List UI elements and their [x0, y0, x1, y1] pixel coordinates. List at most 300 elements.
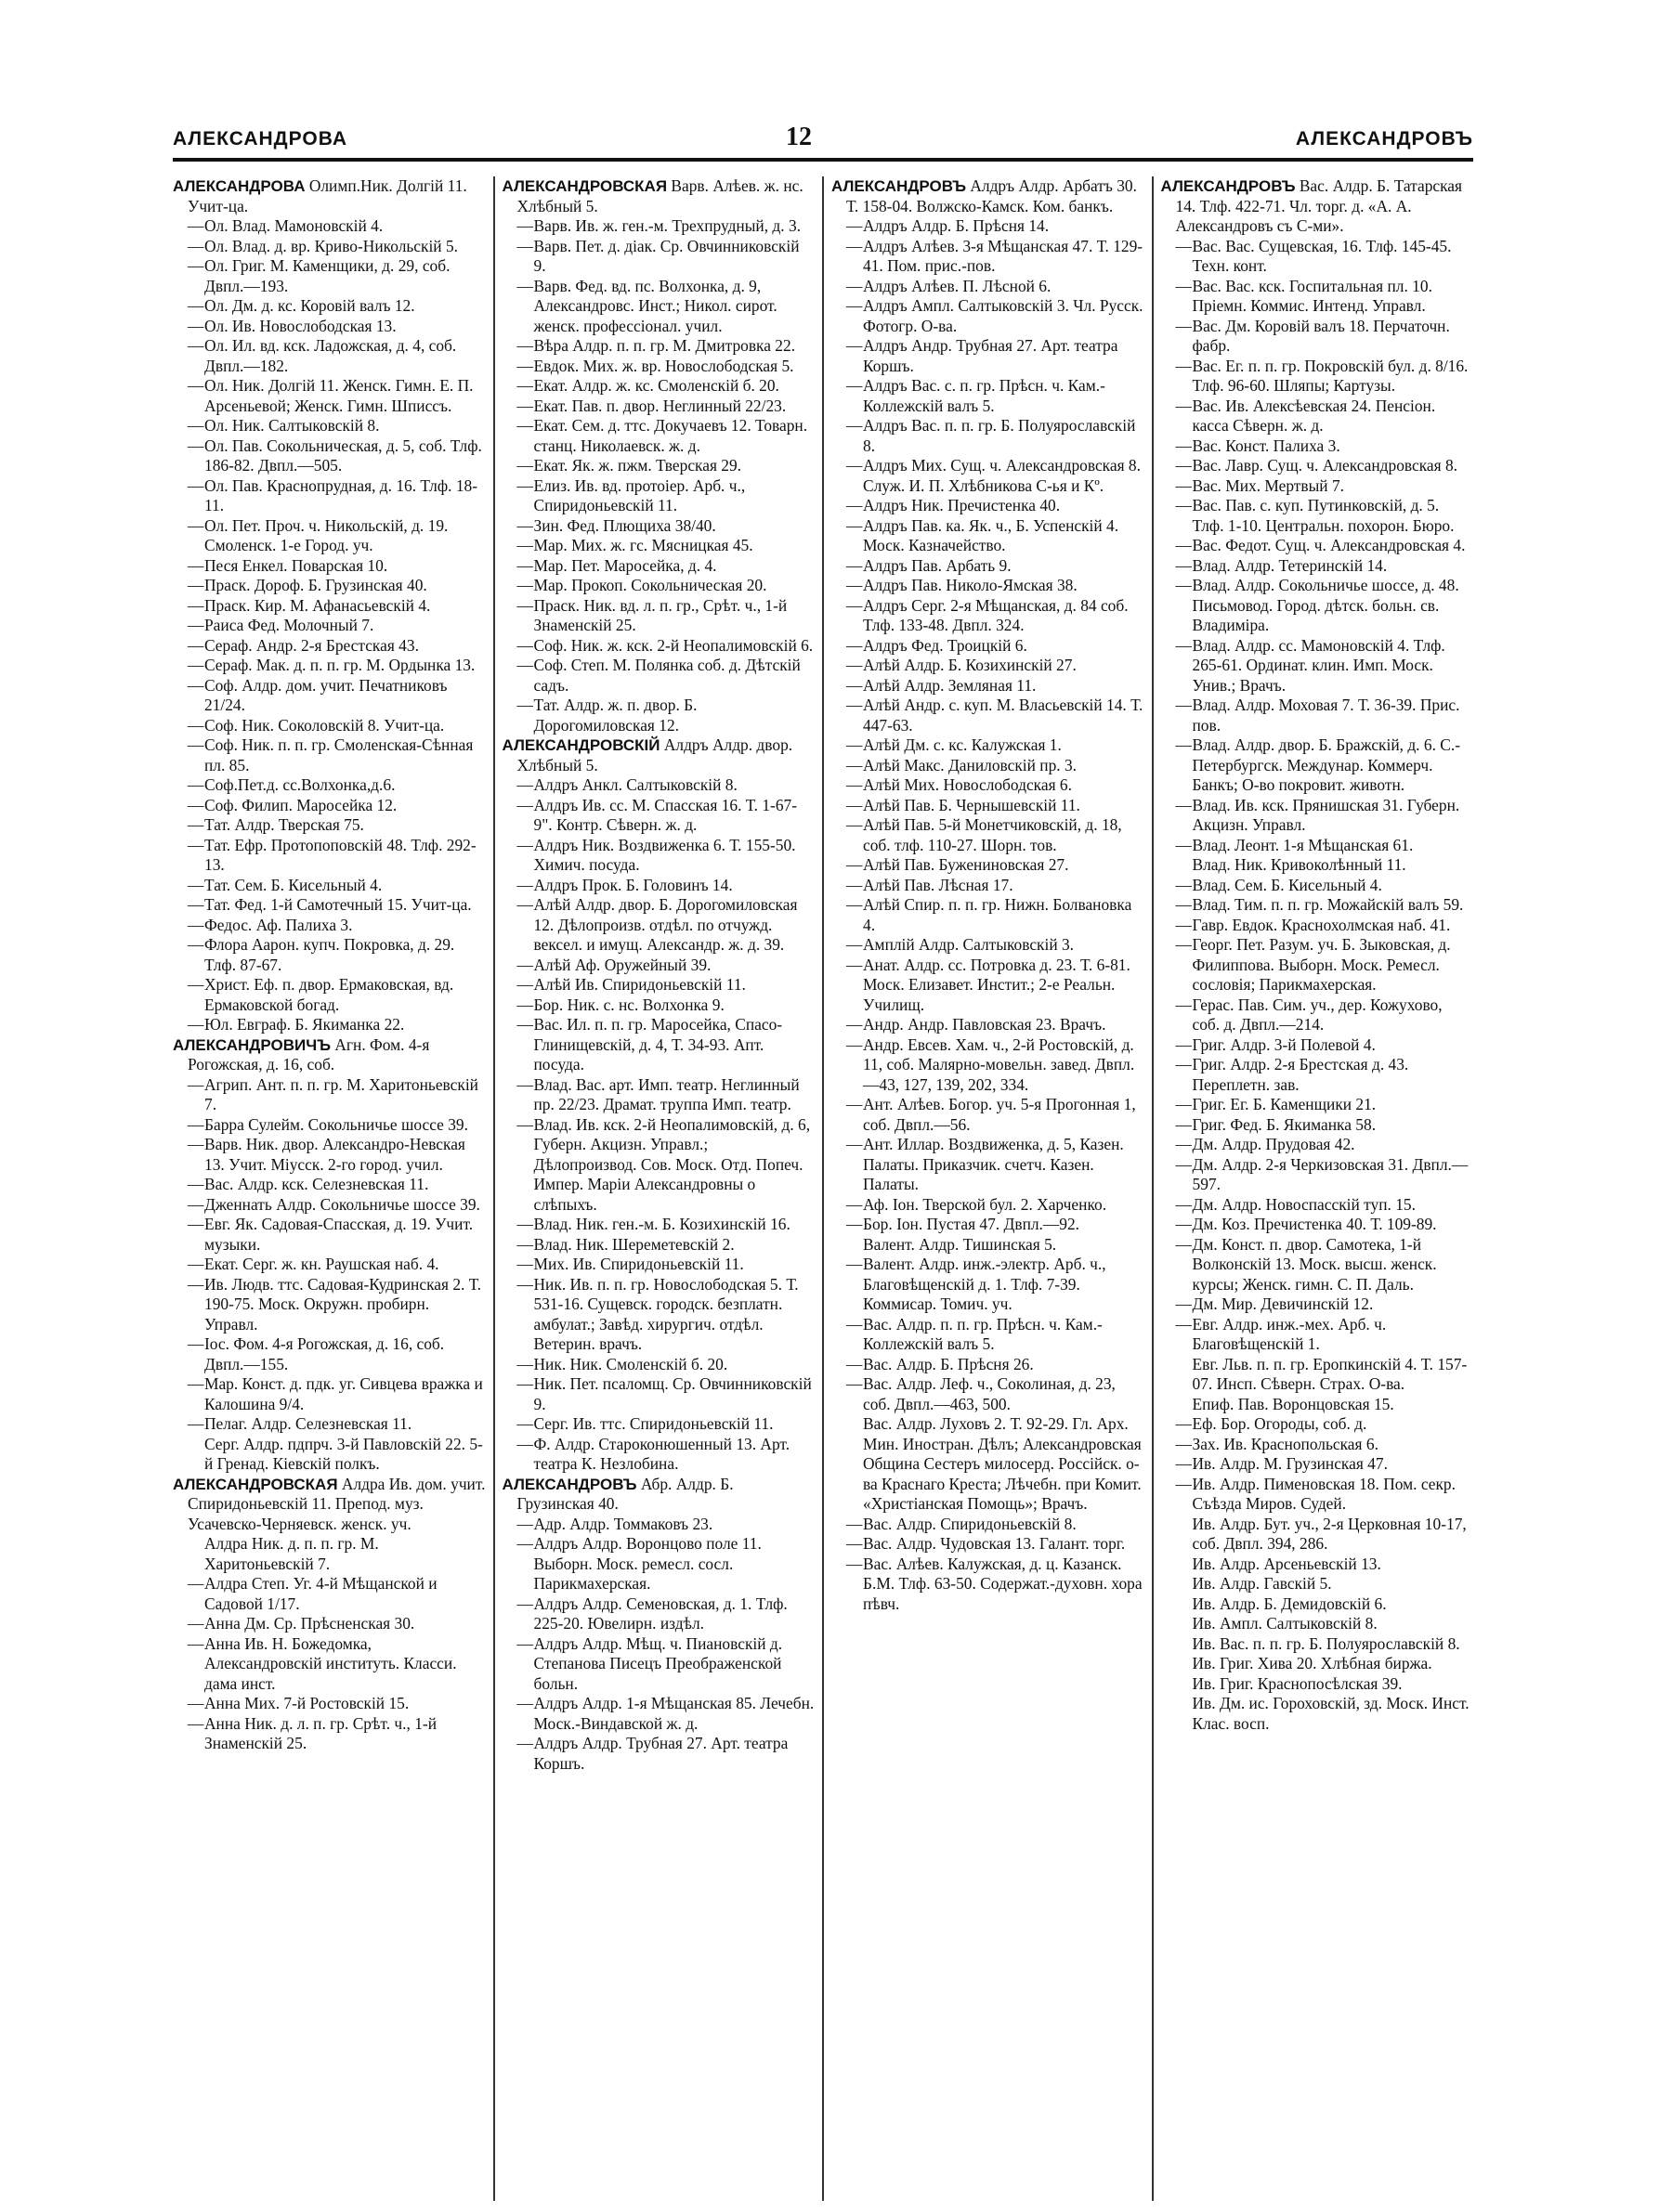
- ditto-dash: —: [188, 915, 204, 934]
- sub-entry: [503, 796, 816, 836]
- entry-text: Праск. Ник. вд. л. п. гр., Срѣт. ч., 1-й Знаменскій 25.: [533, 595, 788, 634]
- sub-entry: [503, 995, 816, 1016]
- entry-text: Ант. Иллар. Воздвиженка, д. 5, Казен. Палаты. Приказчик. счетч. Казен. Палаты.: [863, 1135, 1124, 1193]
- ditto-dash: —: [516, 955, 533, 974]
- entry-text: Мар. Конст. д. пдк. уг. Сивцева вражка и Калошина 9/4.: [204, 1374, 483, 1413]
- ditto-dash: —: [188, 935, 204, 954]
- sub-entry: [173, 916, 486, 936]
- sub-entry: [831, 556, 1144, 577]
- entry-text: Алѣй Аф. Оружейный 39.: [533, 955, 712, 974]
- sub-entry: [503, 1634, 816, 1695]
- entry-text: Ол. Ил. вд. кск. Ладожская, д. 4, соб. Двпл.—182.: [204, 336, 457, 375]
- entry-text: Алѣй Дм. с. кс. Калужская 1.: [863, 735, 1062, 754]
- entry-text: Варв. Ив. ж. ген.-м. Трехпрудный, д. 3.: [533, 216, 802, 235]
- entry-text: Епиф. Пав. Воронцовская 15.: [1192, 1394, 1394, 1413]
- ditto-dash: —: [846, 555, 863, 575]
- ditto-dash: —: [1175, 1095, 1192, 1113]
- entry-text: Анна Мих. 7-й Ростовскій 15.: [204, 1694, 410, 1712]
- entry-text: Дм. Алдр. 2-я Черкизовская 31. Двпл.—597.: [1192, 1154, 1469, 1193]
- entry-text: Анна Ник. д. л. п. гр. Срѣт. ч., 1-й Знаменскій 25.: [204, 1713, 437, 1752]
- entry-text: Алдра Степ. Уг. 4-й Мѣщанской и Садовой 1/17.: [204, 1574, 438, 1613]
- sub-entry: [503, 596, 816, 636]
- surname-heading: АЛЕКСАНДРОВИЧЪ: [173, 1035, 331, 1054]
- entry-text: Флора Аарон. купч. Покровка, д. 29. Тлф. 87-67.: [204, 935, 455, 974]
- entry-text: Влад. Ив. кск. 2-й Неопалимовскій, д. 6, Губерн. Акцизн. Управл.; Дѣлопроизвод. Сов. Моск. Отд. Попеч. Импер. Маріи Александровны о слѣпыхъ.: [533, 1114, 811, 1214]
- sub-entry: [1161, 456, 1474, 476]
- sub-entry: [1161, 836, 1474, 856]
- ditto-dash: —: [516, 1234, 533, 1254]
- entry-text: Ол. Пет. Проч. ч. Никольскій, д. 19. Смоленск. 1-е Город. уч.: [204, 515, 449, 554]
- ditto-dash: —: [1175, 875, 1192, 894]
- sub-entry: [831, 815, 1144, 855]
- sub-entry: [173, 1215, 486, 1255]
- surname-entry: [173, 1035, 486, 1075]
- ditto-dash: —: [516, 1414, 533, 1433]
- ditto-dash: —: [1175, 1194, 1192, 1214]
- ditto-dash: —: [1175, 835, 1192, 854]
- entry-text: Вас. Алдр. Б. Прѣсня 26.: [863, 1354, 1034, 1373]
- entry-text: Алдра Ник. д. п. п. гр. М. Харитоньевскій 7.: [204, 1534, 379, 1573]
- ditto-dash: —: [188, 216, 204, 235]
- entry-text: Вас. Федот. Сущ. ч. Александровская 4.: [1192, 536, 1466, 554]
- ditto-dash: —: [188, 895, 204, 914]
- ditto-dash: —: [188, 715, 204, 735]
- sub-entry: [831, 656, 1144, 676]
- sub-entry: [173, 716, 486, 736]
- sub-entry: [173, 895, 486, 916]
- ditto-dash: —: [516, 775, 533, 794]
- sub-entry: [1161, 397, 1474, 436]
- entry-text: Алѣй Алдр. Б. Козихинскій 27.: [863, 656, 1077, 674]
- sub-entry: [173, 237, 486, 257]
- entry-text: Алѣй Андр. с. куп. М. Власьевскій 14. Т. 447-63.: [863, 696, 1143, 735]
- entry-text: Алдръ Алдр. Арбатъ 30. Т. 158-04. Волжско-Камск. Ком. банкъ.: [846, 176, 1137, 215]
- sub-entry: [173, 656, 486, 676]
- entry-text: Алѣй Ив. Спиридоньевскій 11.: [533, 975, 746, 994]
- sub-entry: [831, 1195, 1144, 1216]
- entry-text: Праск. Дороф. Б. Грузинская 40.: [204, 576, 427, 594]
- entry-text: Елиз. Ив. вд. протоіер. Арб. ч., Спиридоньевскій 11.: [533, 475, 746, 514]
- continuation-entry: [173, 1435, 486, 1475]
- entry-text: Ив. Алдр. Б. Демидовскій 6.: [1192, 1594, 1387, 1613]
- ditto-dash: —: [188, 1274, 204, 1294]
- entry-text: Влад. Алдр. Моховая 7. Т. 36-39. Прис. пов.: [1192, 696, 1460, 735]
- entry-text: Андр. Евсев. Хам. ч., 2-й Ростовскій, д. 11, соб. Малярно-мовельн. завед. Двпл.—43, 127, 139, 202, 334.: [863, 1034, 1135, 1094]
- sub-entry: [503, 1594, 816, 1634]
- ditto-dash: —: [1175, 276, 1192, 295]
- entry-text: Алдръ Ампл. Салтыковскій 3. Чл. Русск. Фотогр. О-ва.: [863, 296, 1143, 335]
- sub-entry: [173, 1115, 486, 1136]
- sub-entry: [503, 1215, 816, 1235]
- ditto-dash: —: [188, 1614, 204, 1633]
- sub-entry: [503, 277, 816, 337]
- ditto-dash: —: [1175, 475, 1192, 495]
- entry-text: Соф. Степ. М. Полянка соб. д. Дѣтскій садъ.: [533, 656, 801, 695]
- sub-entry: [503, 1355, 816, 1375]
- sub-entry: [503, 1694, 816, 1734]
- entry-text: Вас. Вас. Сущевская, 16. Тлф. 145-45. Техн. конт.: [1192, 236, 1452, 275]
- sub-entry: [173, 1015, 486, 1035]
- entry-text: Екат. Як. ж. пжм. Тверская 29.: [533, 456, 742, 475]
- ditto-dash: —: [516, 276, 533, 295]
- entry-text: Алдръ Фед. Троицкій 6.: [863, 635, 1027, 655]
- entry-text: Алѣй Спир. п. п. гр. Нижн. Болвановка 4.: [863, 895, 1132, 934]
- entry-text: Евдок. Мих. ж. вр. Новослободская 5.: [533, 356, 794, 375]
- ditto-dash: —: [188, 975, 204, 994]
- sub-entry: [831, 216, 1144, 237]
- entry-text: Соф. Алдр. дом. учит. Печатниковъ 21/24.: [204, 675, 448, 714]
- sub-entry: [173, 1374, 486, 1414]
- sub-entry: [503, 775, 816, 796]
- ditto-dash: —: [188, 875, 204, 894]
- sub-entry: [1161, 696, 1474, 735]
- page-number: 12: [786, 123, 812, 151]
- ditto-dash: —: [188, 795, 204, 814]
- entry-text: Тат. Сем. Б. Кисельный 4.: [204, 875, 383, 894]
- ditto-dash: —: [188, 635, 204, 655]
- ditto-dash: —: [516, 1274, 533, 1294]
- ditto-dash: —: [846, 1034, 863, 1054]
- surname-entry: [503, 1475, 816, 1515]
- entry-text: Алдръ Алѣев. П. Лѣсной 6.: [863, 276, 1052, 295]
- continuation-entry: [1161, 1594, 1474, 1615]
- entry-text: Вас. Лавр. Сущ. ч. Александровская 8.: [1192, 456, 1458, 475]
- entry-text: Алдръ Ник. Воздвиженка 6. Т. 155-50. Химич. посуда.: [533, 835, 796, 874]
- ditto-dash: —: [1175, 436, 1192, 455]
- entry-text: Ив. Вас. п. п. гр. Б. Полуярославскій 8.: [1192, 1633, 1460, 1653]
- ditto-dash: —: [188, 835, 204, 854]
- ditto-dash: —: [1175, 915, 1192, 934]
- entry-text: Алдръ Прок. Б. Головинъ 14.: [533, 875, 733, 894]
- ditto-dash: —: [516, 456, 533, 475]
- entry-text: Еф. Бор. Огороды, соб. д.: [1192, 1414, 1367, 1433]
- entry-text: Ол. Ник. Салтыковскій 8.: [204, 416, 380, 435]
- sub-entry: [831, 456, 1144, 496]
- entry-text: Евг. Алдр. инж.-мех. Арб. ч. Благовѣщенскій 1.: [1192, 1314, 1387, 1353]
- continuation-entry: [831, 1235, 1144, 1256]
- sub-entry: [503, 956, 816, 976]
- ditto-dash: —: [1175, 1234, 1192, 1254]
- sub-entry: [831, 876, 1144, 896]
- entry-text: Ив. Григ. Хива 20. Хлѣбная биржа.: [1192, 1654, 1432, 1672]
- entry-text: Алдръ Ив. сс. М. Спасская 16. Т. 1-67-9". Контр. Сѣверн. ж. д.: [533, 795, 798, 834]
- entry-text: Юл. Евграф. Б. Якиманка 22.: [204, 1015, 405, 1034]
- sub-entry: [503, 1435, 816, 1475]
- sub-entry: [503, 1374, 816, 1414]
- ditto-dash: —: [516, 1633, 533, 1653]
- sub-entry: [831, 277, 1144, 297]
- sub-entry: [1161, 1115, 1474, 1136]
- entry-text: Вас. Ил. п. п. гр. Маросейка, Спасо-Глинищевскій, д. 4, Т. 34-93. Апт. посуда.: [533, 1015, 783, 1073]
- continuation-entry: [1161, 1515, 1474, 1555]
- ditto-dash: —: [188, 1015, 204, 1034]
- ditto-dash: —: [1175, 1215, 1192, 1233]
- sub-entry: [173, 416, 486, 436]
- sub-entry: [503, 876, 816, 896]
- entry-text: Вас. Алѣев. Калужская, д. ц. Казанск. Б.М. Тлф. 63-50. Содержат.-духовн. хора пѣвч.: [863, 1554, 1143, 1613]
- ditto-dash: —: [1175, 456, 1192, 475]
- entry-text: Валент. Алдр. инж.-электр. Арб. ч., Благовѣщенскій д. 1. Тлф. 7-39. Коммисар. Томич. уч.: [863, 1255, 1106, 1313]
- entry-text: Вас. Дм. Коровій валъ 18. Перчаточн. фабр.: [1192, 316, 1450, 355]
- entry-text: Вас. Пав. с. куп. Путинковскій, д. 5. Тлф. 1-10. Центральн. похорон. Бюро.: [1192, 496, 1455, 535]
- entry-text: Христ. Еф. п. двор. Ермаковская, вд. Ермаковской богад.: [204, 975, 454, 1014]
- ditto-dash: —: [516, 336, 533, 355]
- ditto-dash: —: [188, 775, 204, 794]
- continuation-entry: [831, 1414, 1144, 1515]
- ditto-dash: —: [516, 835, 533, 854]
- entry-text: Влад. Алдр. Тетеринскій 14.: [1192, 555, 1388, 575]
- entry-text: Вас. Алдр. п. п. гр. Прѣсн. ч. Кам.-Коллежскій валъ 5.: [863, 1314, 1103, 1353]
- ditto-dash: —: [846, 336, 863, 355]
- sub-entry: [503, 636, 816, 657]
- sub-entry: [173, 576, 486, 596]
- sub-entry: [503, 895, 816, 956]
- ditto-dash: —: [1175, 696, 1192, 714]
- sub-entry: [173, 1334, 486, 1374]
- sub-entry: [1161, 735, 1474, 796]
- ditto-dash: —: [846, 1095, 863, 1113]
- entry-text: Ив. Людв. ттс. Садовая-Кудринская 2. Т. 190-75. Моск. Окружн. пробирн. Управл.: [204, 1274, 481, 1334]
- sub-entry: [1161, 1095, 1474, 1115]
- entry-text: Герас. Пав. Сим. уч., дер. Кожухово, соб. д. Двпл.—214.: [1192, 995, 1443, 1034]
- sub-entry: [1161, 1055, 1474, 1095]
- entry-text: Іос. Фом. 4-я Рогожская, д. 16, соб. Двпл.—155.: [204, 1334, 445, 1373]
- entry-text: Вас. Алдр. Б. Татарская 14. Тлф. 422-71. Чл. торг. д. «А. А. Александровъ съ С-ми».: [1175, 176, 1463, 235]
- ditto-dash: —: [846, 1135, 863, 1153]
- ditto-dash: —: [516, 376, 533, 395]
- entry-text: Алдръ Андр. Трубная 27. Арт. театра Коршъ.: [863, 336, 1118, 375]
- ditto-dash: —: [516, 1114, 533, 1134]
- sub-entry: [831, 935, 1144, 956]
- continuation-entry: [1161, 1614, 1474, 1634]
- sub-entry: [831, 796, 1144, 816]
- continuation-entry: [1161, 1555, 1474, 1575]
- entry-text: Алдръ Пав. Николо-Ямская 38.: [863, 576, 1078, 594]
- ditto-dash: —: [516, 236, 533, 255]
- entry-text: Мих. Ив. Спиридоньевскій 11.: [533, 1255, 744, 1273]
- entry-text: Пелаг. Алдр. Селезневская 11.: [204, 1414, 412, 1433]
- entry-text: Вас. Вас. кск. Госпитальная пл. 10. Пріемн. Коммис. Интенд. Управл.: [1192, 276, 1432, 315]
- entry-text: Алдръ Пав. Арбать 9.: [863, 555, 1012, 575]
- sub-entry: [503, 1414, 816, 1435]
- entry-text: Ив. Григ. Краснопосѣлская 39.: [1192, 1673, 1403, 1693]
- ditto-dash: —: [188, 1414, 204, 1433]
- sub-entry: [831, 735, 1144, 756]
- sub-entry: [831, 516, 1144, 556]
- entry-text: Алдръ Ник. Пречистенка 40.: [863, 496, 1061, 514]
- entry-text: Амплій Алдр. Салтыковскій 3.: [863, 935, 1075, 954]
- ditto-dash: —: [516, 1734, 533, 1752]
- entry-text: Соф. Ник. п. п. гр. Смоленская-Сѣнная пл. 85.: [204, 735, 474, 774]
- ditto-dash: —: [188, 296, 204, 315]
- directory-columns: [173, 176, 1473, 2201]
- surname-heading: АЛЕКСАНДРОВСКІЙ: [502, 736, 660, 754]
- sub-entry: [831, 1515, 1144, 1535]
- ditto-dash: —: [516, 656, 533, 674]
- ditto-dash: —: [188, 256, 204, 275]
- sub-entry: [173, 216, 486, 237]
- entry-text: Андр. Андр. Павловская 23. Врачъ.: [863, 1015, 1106, 1034]
- entry-text: Ол. Ив. Новослободская 13.: [204, 316, 397, 335]
- ditto-dash: —: [1175, 735, 1192, 754]
- entry-text: Влад. Сем. Б. Кисельный 4.: [1192, 875, 1382, 894]
- entry-text: Влад. Ник. ген.-м. Б. Козихинскій 16.: [533, 1215, 790, 1233]
- sub-entry: [831, 895, 1144, 935]
- entry-text: Ив. Алдр. Пименовская 18. Пом. секр. Съѣзда Миров. Судей.: [1192, 1474, 1456, 1513]
- ditto-dash: —: [846, 635, 863, 655]
- sub-entry: [831, 1015, 1144, 1035]
- sub-entry: [1161, 1475, 1474, 1515]
- ditto-dash: —: [188, 675, 204, 695]
- entry-text: Барра Сулейм. Сокольничье шоссе 39.: [204, 1114, 468, 1134]
- sub-entry: [173, 1414, 486, 1435]
- ditto-dash: —: [516, 795, 533, 814]
- entry-text: Мар. Прокоп. Сокольническая 20.: [533, 576, 767, 594]
- ditto-dash: —: [1175, 1454, 1192, 1473]
- sub-entry: [173, 1634, 486, 1695]
- entry-text: Влад. Ив. кск. Прянишская 31. Губерн. Акцизн. Управл.: [1192, 795, 1460, 834]
- ditto-dash: —: [846, 735, 863, 754]
- sub-entry: [831, 1215, 1144, 1235]
- entry-text: Алдръ Алдр. Воронцово поле 11. Выборн. Моск. ремесл. сосл. Парикмахерская.: [533, 1534, 762, 1593]
- ditto-dash: —: [846, 895, 863, 914]
- entry-text: Евг. Льв. п. п. гр. Еропкинскій 4. Т. 157-07. Инсп. Сѣверн. Страх. О-ва.: [1192, 1354, 1468, 1393]
- sub-entry: [1161, 496, 1474, 536]
- entry-text: Влад. Ник. Шереметевскій 2.: [533, 1234, 735, 1254]
- sub-entry: [173, 256, 486, 296]
- continuation-entry: [1161, 1674, 1474, 1695]
- entry-text: Ол. Пав. Сокольническая, д. 5, соб. Тлф. 186-82. Двпл.—505.: [204, 436, 482, 475]
- sub-entry: [173, 1714, 486, 1754]
- entry-text: Ив. Алдр. Гавскій 5.: [1192, 1574, 1332, 1593]
- ditto-dash: —: [516, 975, 533, 994]
- sub-entry: [503, 357, 816, 377]
- entry-text: Варв. Пет. д. діак. Ср. Овчинниковскій 9.: [533, 236, 800, 275]
- sub-entry: [1161, 1215, 1474, 1235]
- ditto-dash: —: [846, 576, 863, 594]
- ditto-dash: —: [188, 1194, 204, 1214]
- ditto-dash: —: [1175, 555, 1192, 575]
- ditto-dash: —: [1175, 356, 1192, 375]
- entry-text: Соф. Ник. Соколовскій 8. Учит-ца.: [204, 715, 445, 735]
- ditto-dash: —: [846, 376, 863, 395]
- continuation-entry: [1161, 855, 1474, 876]
- sub-entry: [173, 1614, 486, 1634]
- ditto-dash: —: [846, 416, 863, 435]
- entry-text: Григ. Алдр. 3-й Полевой 4.: [1192, 1034, 1376, 1054]
- ditto-dash: —: [846, 1015, 863, 1034]
- ditto-dash: —: [516, 1015, 533, 1034]
- entry-text: Влад. Алдр. сс. Мамоновскій 4. Тлф. 265-61. Ординат. клин. Имп. Моск. Унив.; Врачъ.: [1192, 635, 1445, 695]
- entry-text: Екат. Серг. ж. кн. Раушская наб. 4.: [204, 1255, 439, 1273]
- entry-text: Вас. Алдр. кск. Селезневская 11.: [204, 1175, 429, 1193]
- entry-text: Алѣй Пав. Бужениновская 27.: [863, 855, 1069, 874]
- entry-text: Анат. Алдр. сс. Потровка д. 23. Т. 6-81. Моск. Елизавет. Инстит.; 2-е Реальн. Училищ.: [863, 955, 1130, 1014]
- entry-text: Алдръ Алдр. Б. Прѣсня 14.: [863, 216, 1050, 235]
- sub-entry: [503, 376, 816, 397]
- entry-text: Алдръ Алдр. Мѣщ. ч. Пиановскій д. Степанова Писецъ Преображенской больн.: [533, 1633, 783, 1693]
- sub-entry: [1161, 1454, 1474, 1475]
- entry-text: Евг. Як. Садовая-Спасская, д. 19. Учит. музыки.: [204, 1215, 474, 1254]
- entry-text: Дм. Мир. Девичинскій 12.: [1192, 1295, 1374, 1313]
- sub-entry: [1161, 1295, 1474, 1315]
- entry-text: Агрип. Ант. п. п. гр. М. Харитоньевскій 7.: [204, 1074, 478, 1113]
- sub-entry: [173, 596, 486, 617]
- sub-entry: [173, 1574, 486, 1614]
- ditto-dash: —: [516, 555, 533, 575]
- ditto-dash: —: [516, 595, 533, 615]
- ditto-dash: —: [1175, 1414, 1192, 1433]
- ditto-dash: —: [846, 675, 863, 695]
- surname-heading: АЛЕКСАНДРОВСКАЯ: [502, 177, 668, 195]
- sub-entry: [503, 536, 816, 556]
- ditto-dash: —: [516, 356, 533, 375]
- sub-entry: [503, 576, 816, 596]
- sub-entry: [1161, 576, 1474, 636]
- entry-text: Серг. Ив. ттс. Спиридоньевскій 11.: [533, 1414, 774, 1433]
- ditto-dash: —: [188, 656, 204, 674]
- ditto-dash: —: [188, 1255, 204, 1273]
- entry-text: Алдръ Алдр. Семеновская, д. 1. Тлф. 225-20. Ювелирн. издѣл.: [533, 1594, 788, 1633]
- entry-text: Влад. Алдр. Сокольничье шоссе, д. 48. Письмовод. Город. дѣтск. больн. св. Владиміра.: [1192, 576, 1459, 634]
- ditto-dash: —: [188, 815, 204, 834]
- column-4: [1161, 176, 1474, 2201]
- surname-entry: [173, 176, 486, 216]
- entry-text: Гавр. Евдок. Краснохолмская наб. 41.: [1192, 915, 1451, 934]
- sub-entry: [831, 1095, 1144, 1135]
- sub-entry: [831, 296, 1144, 336]
- sub-entry: [1161, 476, 1474, 497]
- entry-text: Алдръ Алдр. двор. Хлѣбный 5.: [516, 735, 793, 774]
- sub-entry: [831, 496, 1144, 516]
- ditto-dash: —: [846, 1215, 863, 1233]
- sub-entry: [503, 656, 816, 696]
- ditto-dash: —: [846, 456, 863, 475]
- sub-entry: [173, 1175, 486, 1195]
- surname-heading: АЛЕКСАНДРОВЪ: [502, 1475, 637, 1493]
- entry-text: Алдръ Мих. Сущ. ч. Александровская 8. Служ. И. П. Хлѣбникова С-ья и Кº.: [863, 456, 1141, 495]
- sub-entry: [503, 516, 816, 537]
- continuation-entry: [1161, 1574, 1474, 1594]
- entry-text: Ник. Ник. Смоленскій б. 20.: [533, 1354, 728, 1373]
- sub-entry: [831, 596, 1144, 636]
- ditto-dash: —: [188, 1574, 204, 1593]
- surname-entry: [173, 1475, 486, 1535]
- sub-entry: [173, 876, 486, 896]
- ditto-dash: —: [1175, 1434, 1192, 1453]
- entry-text: Алѣй Макс. Даниловскій пр. 3.: [863, 755, 1078, 774]
- entry-text: Алѣй Алдр. Земляная 11.: [863, 675, 1037, 695]
- sub-entry: [173, 796, 486, 816]
- ditto-dash: —: [846, 755, 863, 774]
- sub-entry: [831, 1355, 1144, 1375]
- ditto-dash: —: [188, 1374, 204, 1393]
- entry-text: Валент. Алдр. Тишинская 5.: [863, 1234, 1057, 1254]
- ditto-dash: —: [1175, 576, 1192, 594]
- entry-text: Екат. Сем. д. ттс. Докучаевъ 12. Товарн. станц. Николаевск. ж. д.: [533, 416, 808, 455]
- sub-entry: [1161, 1235, 1474, 1295]
- entry-text: Соф. Ник. ж. кск. 2-й Неопалимовскій 6.: [533, 635, 814, 655]
- sub-entry: [173, 676, 486, 716]
- sub-entry: [503, 416, 816, 456]
- ditto-dash: —: [516, 1694, 533, 1712]
- sub-entry: [1161, 1315, 1474, 1355]
- entry-text: Ив. Ампл. Салтыковскій 8.: [1192, 1614, 1378, 1633]
- entry-text: Тат. Фед. 1-й Самотечный 15. Учит-ца.: [204, 895, 472, 914]
- ditto-dash: —: [188, 316, 204, 335]
- ditto-dash: —: [188, 515, 204, 535]
- ditto-dash: —: [516, 1594, 533, 1613]
